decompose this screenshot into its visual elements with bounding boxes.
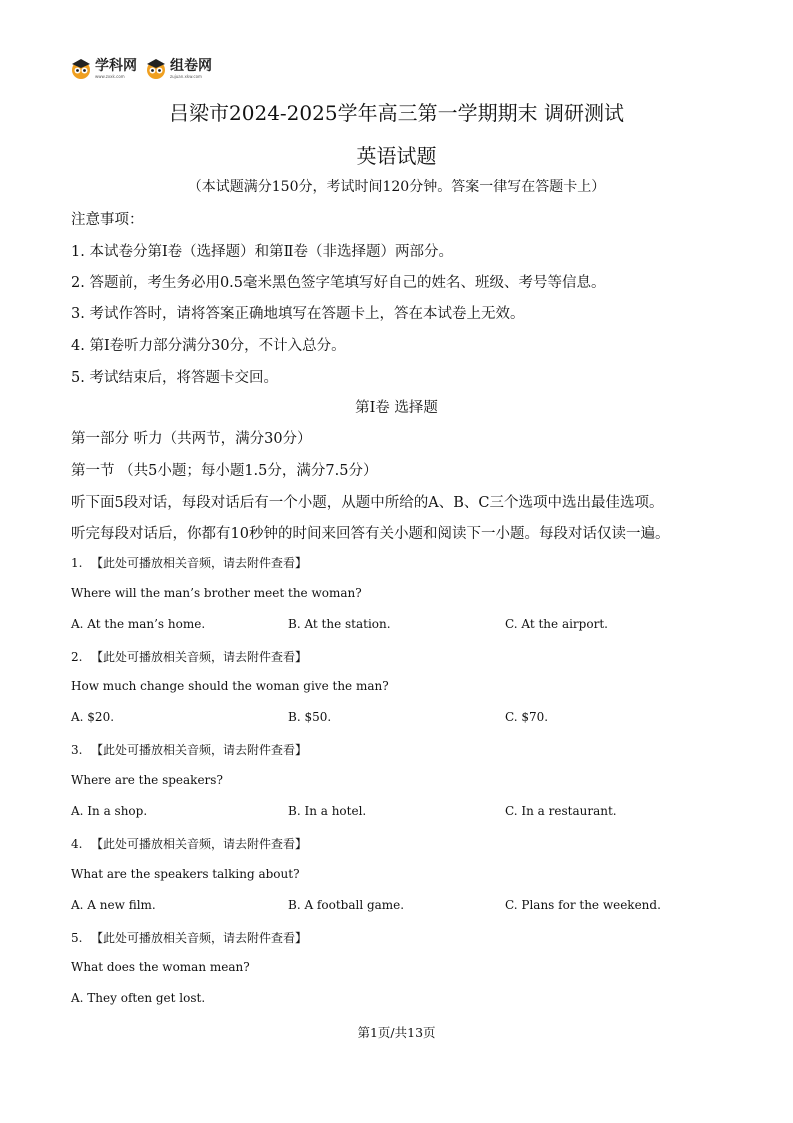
- option-c: C. At the airport.: [505, 617, 608, 631]
- option-b: B. At the station.: [288, 617, 391, 631]
- option-a: A. At the man’s home.: [71, 617, 206, 631]
- question-number: 1.: [71, 556, 83, 570]
- option-b: B. A football game.: [288, 898, 405, 912]
- question-text: What does the woman mean?: [71, 960, 250, 974]
- option-a: A. $20.: [71, 710, 115, 724]
- notice-item: 3. 考试作答时，请将答案正确地填写在答题卡上，答在本试卷上无效。: [71, 306, 525, 322]
- notice-item: 4. 第Ⅰ卷听力部分满分30分，不计入总分。: [71, 338, 346, 354]
- logo-zujuanwang[interactable]: [145, 58, 212, 80]
- instruction-line: 听完每段对话后，你都有10秒钟的时间来回答有关小题和阅读下一小题。每段对话仅读一遍。: [71, 526, 670, 542]
- option-b: B. In a hotel.: [288, 804, 367, 818]
- logo-url: zujuan.xkw.com: [170, 74, 202, 79]
- option-c: C. In a restaurant.: [505, 804, 617, 818]
- notice-item: 5. 考试结束后，将答题卡交回。: [71, 370, 278, 386]
- logo-text: 组卷网: [170, 58, 212, 74]
- logo-text: 学科网: [95, 58, 137, 74]
- audio-note[interactable]: 【此处可播放相关音频，请去附件查看】: [91, 650, 308, 664]
- question-audio-note: [71, 554, 307, 571]
- question-audio-note: [71, 929, 307, 946]
- exam-title: 吕梁市2024-2025学年高三第一学期期末 调研测试: [169, 101, 624, 125]
- question-text: How much change should the woman give the man?: [71, 679, 389, 693]
- question-text: Where will the man’s brother meet the woman?: [71, 586, 362, 600]
- header-logos: [70, 58, 212, 80]
- question-text: What are the speakers talking about?: [71, 867, 300, 881]
- question-text: Where are the speakers?: [71, 773, 223, 787]
- subpart-heading: 第一节 （共5小题；每小题1.5分，满分7.5分）: [71, 463, 378, 479]
- option-a: A. A new film.: [71, 898, 156, 912]
- option-a: A. They often get lost.: [71, 991, 206, 1005]
- notice-item: 1. 本试卷分第Ⅰ卷（选择题）和第Ⅱ卷（非选择题）两部分。: [71, 244, 454, 260]
- option-b: B. $50.: [288, 710, 332, 724]
- option-c: C. $70.: [505, 710, 549, 724]
- question-number: 4.: [71, 837, 83, 851]
- audio-note[interactable]: 【此处可播放相关音频，请去附件查看】: [91, 556, 308, 570]
- audio-note[interactable]: 【此处可播放相关音频，请去附件查看】: [91, 931, 308, 945]
- logo-xuekewang[interactable]: [70, 58, 137, 80]
- exam-info: （本试题满分150分，考试时间120分钟。答案一律写在答题卡上）: [187, 179, 606, 195]
- question-audio-note: [71, 741, 307, 758]
- question-number: 2.: [71, 650, 83, 664]
- question-audio-note: [71, 835, 307, 852]
- logo-url: www.zxxk.com: [95, 74, 125, 79]
- part-heading: 第一部分 听力（共两节，满分30分）: [71, 431, 312, 447]
- notice-item: 2. 答题前，考生务必用0.5毫米黑色签字笔填写好自己的姓名、班级、考号等信息。: [71, 275, 606, 291]
- question-number: 3.: [71, 743, 83, 757]
- audio-note[interactable]: 【此处可播放相关音频，请去附件查看】: [91, 743, 308, 757]
- question-audio-note: [71, 648, 307, 665]
- notice-heading: 注意事项：: [71, 212, 144, 228]
- exam-subject: 英语试题: [356, 144, 437, 168]
- audio-note[interactable]: 【此处可播放相关音频，请去附件查看】: [91, 837, 308, 851]
- option-c: C. Plans for the weekend.: [505, 898, 661, 912]
- owl-logo-icon: [70, 58, 92, 80]
- question-number: 5.: [71, 931, 83, 945]
- option-a: A. In a shop.: [71, 804, 148, 818]
- owl-logo-icon: [145, 58, 167, 80]
- section-title: 第Ⅰ卷 选择题: [355, 400, 438, 416]
- page-footer: 第1页/共13页: [357, 1025, 436, 1040]
- instruction-line: 听下面5段对话，每段对话后有一个小题，从题中所给的A、B、C三个选项中选出最佳选项。: [71, 495, 664, 511]
